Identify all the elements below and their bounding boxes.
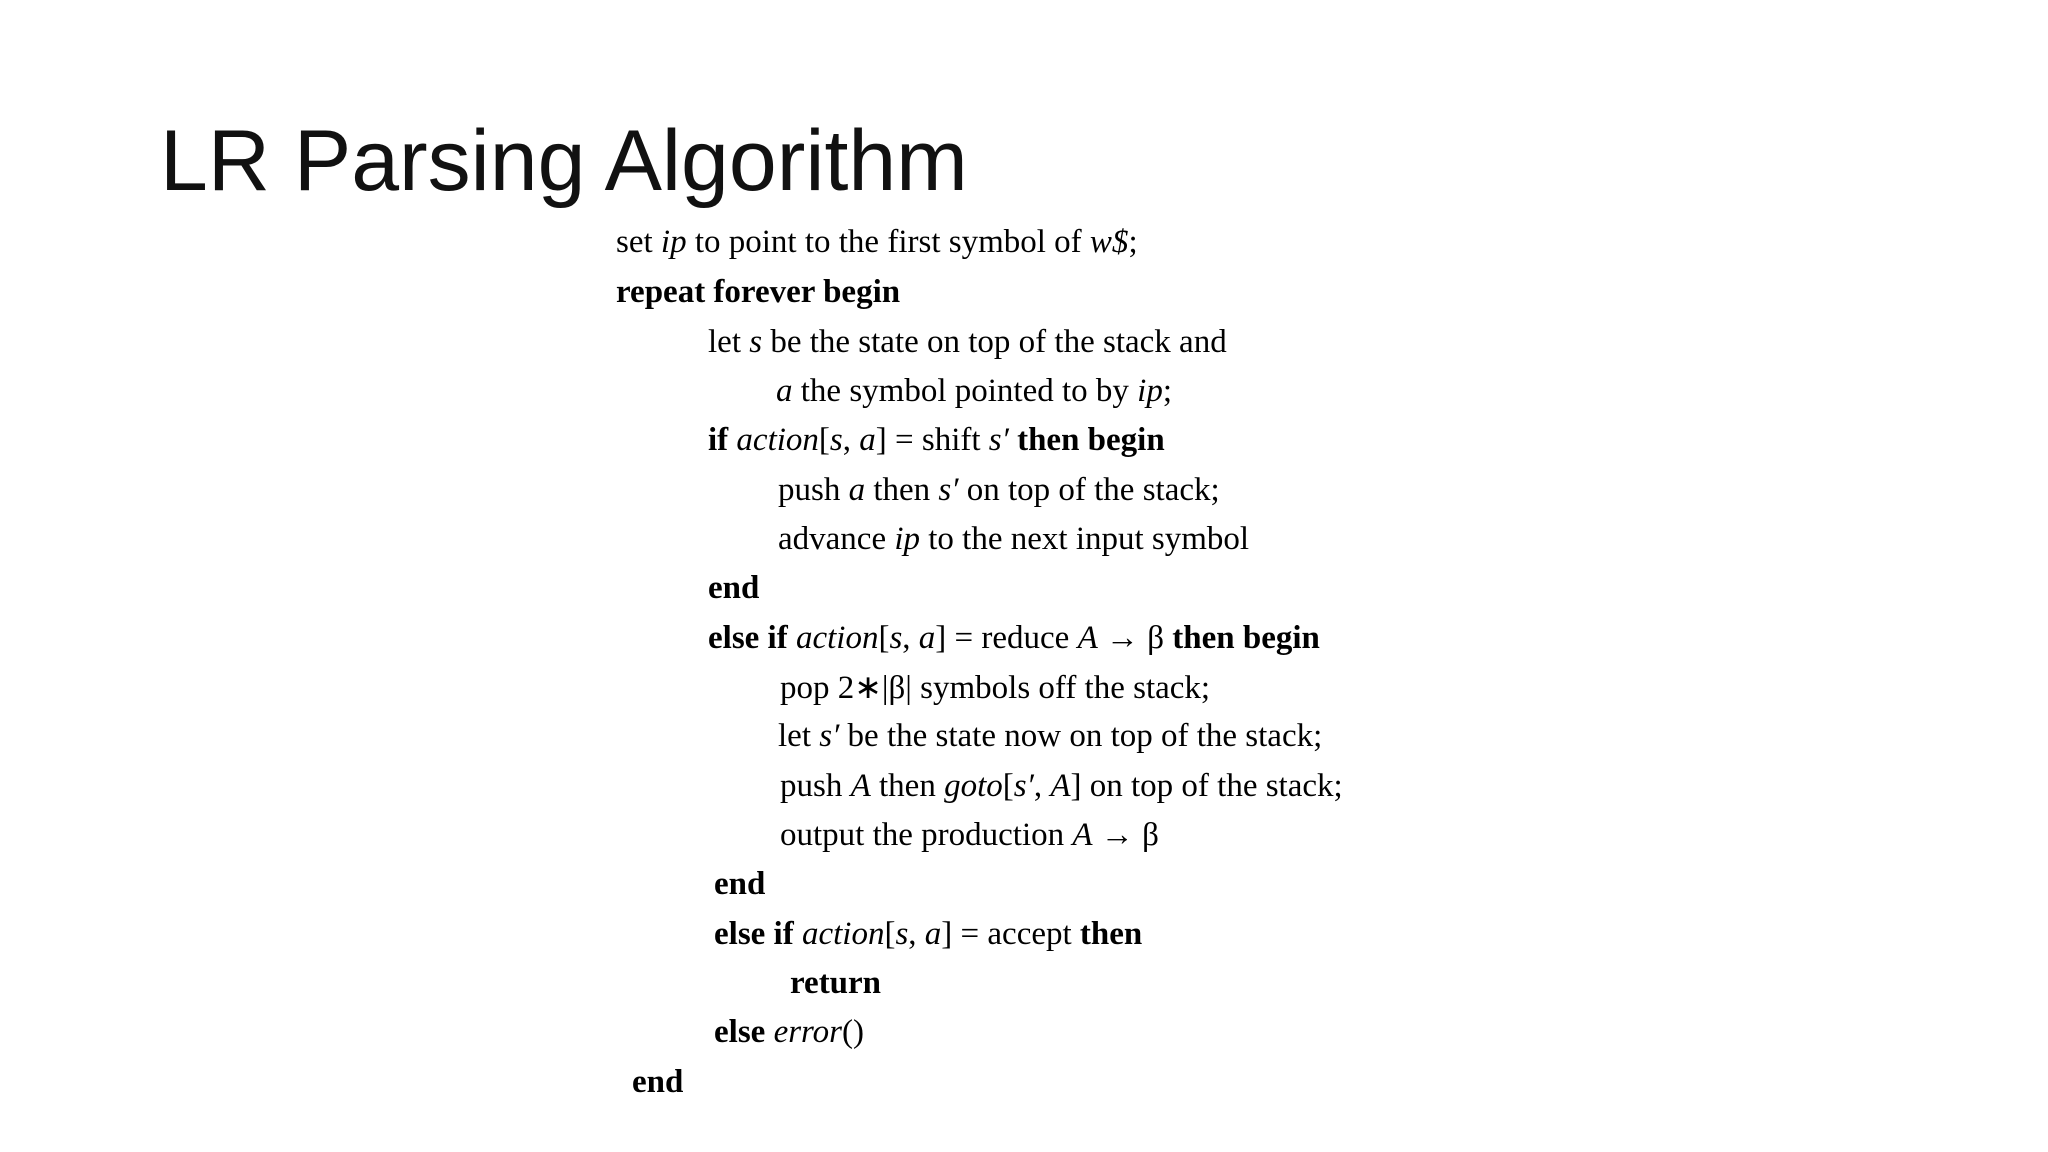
code-token: [ xyxy=(818,422,830,458)
code-token: s xyxy=(895,916,909,952)
code-token: end xyxy=(632,1064,684,1100)
code-token: goto xyxy=(944,768,1003,804)
code-token: ip xyxy=(660,224,687,260)
code-token: then xyxy=(870,768,945,804)
code-token: s xyxy=(749,324,763,360)
code-token: push xyxy=(778,472,849,508)
code-token: then xyxy=(865,472,939,508)
code-token: → β xyxy=(1097,620,1165,656)
code-token: error xyxy=(773,1014,843,1050)
code-token: pop 2∗|β| symbols off the stack; xyxy=(780,670,1211,706)
code-token: ] = shift xyxy=(875,422,989,458)
code-token: ; xyxy=(1128,224,1138,260)
code-line xyxy=(780,766,1343,806)
code-token: s xyxy=(829,422,843,458)
code-token: else if xyxy=(714,916,802,952)
code-line xyxy=(778,519,1249,559)
code-token: A xyxy=(1072,817,1093,853)
code-token: push xyxy=(780,768,851,804)
code-token: ] = reduce xyxy=(935,620,1078,656)
code-line xyxy=(778,716,1322,756)
code-token: be the state now on top of the stack; xyxy=(839,718,1323,754)
code-line xyxy=(616,272,900,312)
code-token: then begin xyxy=(1008,422,1165,458)
code-token: on top of the stack; xyxy=(958,472,1220,508)
code-token: A xyxy=(850,768,871,804)
code-token: return xyxy=(790,965,882,1001)
code-line xyxy=(714,864,765,904)
code-token: else if xyxy=(708,620,796,656)
code-token: be the state on top of the stack and xyxy=(762,324,1227,360)
code-token: ] on top of the stack; xyxy=(1070,768,1343,804)
code-token: s′ xyxy=(819,718,840,754)
code-line xyxy=(778,470,1220,510)
code-token: a xyxy=(918,620,936,656)
code-token: , xyxy=(902,620,919,656)
code-token: s′ xyxy=(938,472,959,508)
code-line xyxy=(790,963,881,1003)
code-line xyxy=(708,322,1227,362)
code-line xyxy=(714,914,1142,954)
code-token: s′ xyxy=(1013,768,1034,804)
code-token: end xyxy=(708,570,760,606)
code-token: a xyxy=(859,422,876,458)
code-token: , xyxy=(842,422,860,458)
code-token: ; xyxy=(1162,373,1172,409)
code-token: A xyxy=(1050,768,1071,804)
code-token: else xyxy=(714,1014,774,1050)
code-token: ip xyxy=(1137,373,1163,409)
code-token: a xyxy=(848,472,866,508)
code-token: then begin xyxy=(1164,620,1320,656)
code-token: the symbol pointed to by xyxy=(792,373,1138,409)
code-token: output the production xyxy=(780,817,1073,853)
code-token: action xyxy=(801,916,885,952)
code-line xyxy=(714,1012,864,1052)
code-line xyxy=(708,618,1320,658)
code-token: if xyxy=(708,422,737,458)
code-line xyxy=(708,420,1165,460)
code-token: let xyxy=(708,324,750,360)
slide-title: LR Parsing Algorithm xyxy=(160,113,968,209)
code-token: [ xyxy=(1002,768,1014,804)
code-token: repeat forever begin xyxy=(616,274,901,310)
code-token: advance xyxy=(778,521,895,557)
code-token: ip xyxy=(894,521,921,557)
code-token: a xyxy=(776,373,793,409)
code-token: , xyxy=(1033,768,1051,804)
code-token: s′ xyxy=(988,422,1009,458)
code-token: [ xyxy=(884,916,896,952)
code-token: then xyxy=(1079,916,1143,952)
code-token: set xyxy=(616,224,661,260)
code-token: to point to the first symbol of xyxy=(686,224,1090,260)
code-line xyxy=(780,668,1210,708)
code-token: w$ xyxy=(1089,224,1129,260)
code-token: → β xyxy=(1092,817,1159,853)
code-token: end xyxy=(714,866,766,902)
code-line xyxy=(616,222,1138,262)
code-line xyxy=(780,815,1159,855)
code-line xyxy=(708,568,759,608)
code-token: A xyxy=(1077,620,1098,656)
code-token: ] = accept xyxy=(941,916,1080,952)
code-token: , xyxy=(908,916,925,952)
code-token: s xyxy=(889,620,903,656)
code-line xyxy=(776,371,1172,411)
code-line xyxy=(632,1062,683,1102)
code-token: a xyxy=(924,916,942,952)
code-token: [ xyxy=(878,620,890,656)
code-token: let xyxy=(778,718,820,754)
code-token: () xyxy=(842,1014,864,1050)
code-token: to the next input symbol xyxy=(920,521,1250,557)
code-token: action xyxy=(736,422,819,458)
code-token: action xyxy=(795,620,879,656)
